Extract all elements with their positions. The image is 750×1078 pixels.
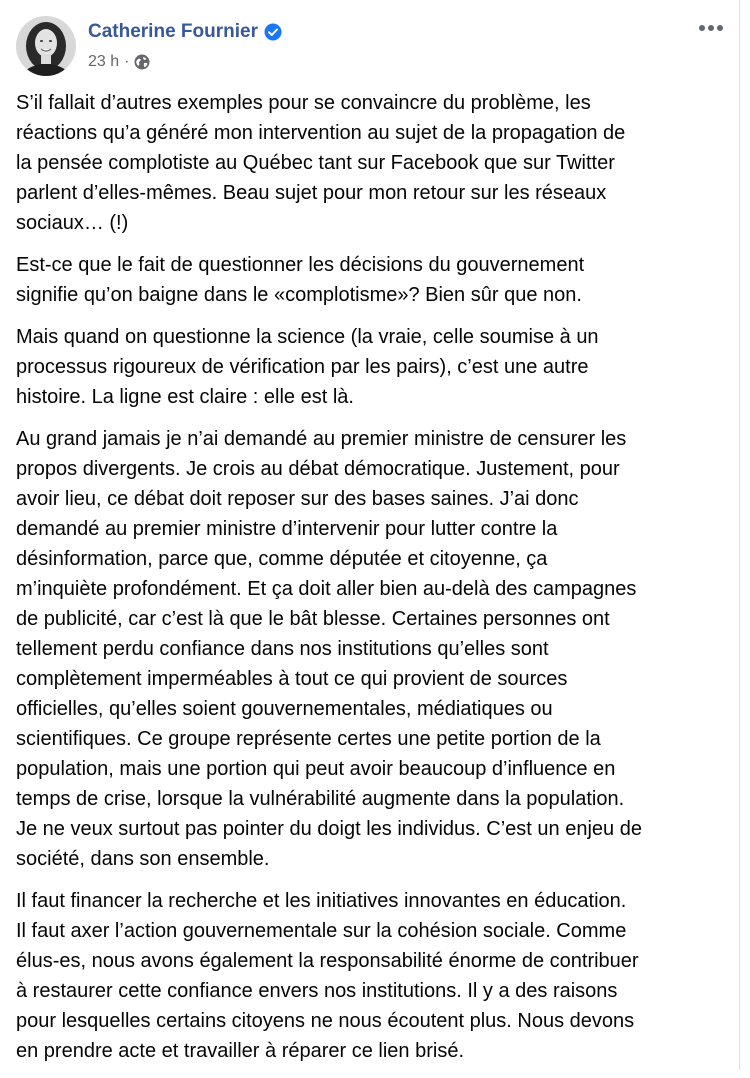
author-name[interactable]: Catherine Fournier (88, 21, 258, 42)
author-link[interactable] (88, 20, 282, 44)
more-options-icon[interactable] (695, 16, 727, 40)
avatar-photo (16, 16, 76, 76)
post-timestamp[interactable]: 23 h (88, 53, 120, 70)
post-paragraph-5: Il faut financer la recherche et les initiatives innovantes en éducation. Il faut axer l’action gouvernementale sur la cohésion sociale. Comme élus-es, nous avons également la responsabilité énorme de contribuer à restaurer cette confiance envers nos institutions. Il y a des raisons pour lesquelles certains citoyens ne nous écoutent plus. Nous devons en prendre acte et travailler à réparer ce lien brisé. (16, 890, 639, 1062)
avatar[interactable] (16, 16, 76, 76)
post-paragraph-4: Au grand jamais je n’ai demandé au premier ministre de censurer les propos divergents. Je crois au débat démocratique. Justement, pour avoir lieu, ce débat doit reposer sur des bases saines. J’ai donc demandé au premier ministre d’intervenir pour lutter contre la désinformation, parce que, comme députée et citoyenne, ça m’inquiète profondément. Et ça doit aller bien au-delà des campagnes de publicité, car c’est là que le bât blesse. Certaines personnes ont tellement perdu confiance dans nos institutions qu’elles sont complètement imperméables à tout ce qui provient de sources officielles, qu’elles soient gouvernementales, médiatiques ou scientifiques. Ce groupe représente certes une petite portion de la population, mais une portion qui peut avoir beaucoup d’influence en temps de crise, lorsque la vulnérabilité augmente dans la population. Je ne veux surtout pas pointer du doigt les individus. C’est un enjeu de société, dans son ensemble. (16, 428, 642, 870)
globe-icon[interactable] (134, 54, 150, 70)
meta-separator: · (124, 53, 130, 70)
post-paragraph-3: Mais quand on questionne la science (la vraie, celle soumise à un processus rigoureux de vérification par les pairs), c’est une autre histoire. La ligne est claire : elle est là. (16, 326, 599, 408)
verified-badge-icon (264, 23, 282, 41)
post-paragraph-1: S’il fallait d’autres exemples pour se convaincre du problème, les réactions qu’a généré mon intervention au sujet de la propagation de la pensée complotiste au Québec tant sur Facebook que sur Twitter parlent d’elles-mêmes. Beau sujet pour mon retour sur les réseaux sociaux… (!) (16, 92, 626, 234)
post-meta (88, 52, 150, 72)
post-body (16, 88, 724, 1078)
post-paragraph-2: Est-ce que le fait de questionner les décisions du gouvernement signifie qu’on baigne dans le «complotisme»? Bien sûr que non. (16, 254, 585, 306)
